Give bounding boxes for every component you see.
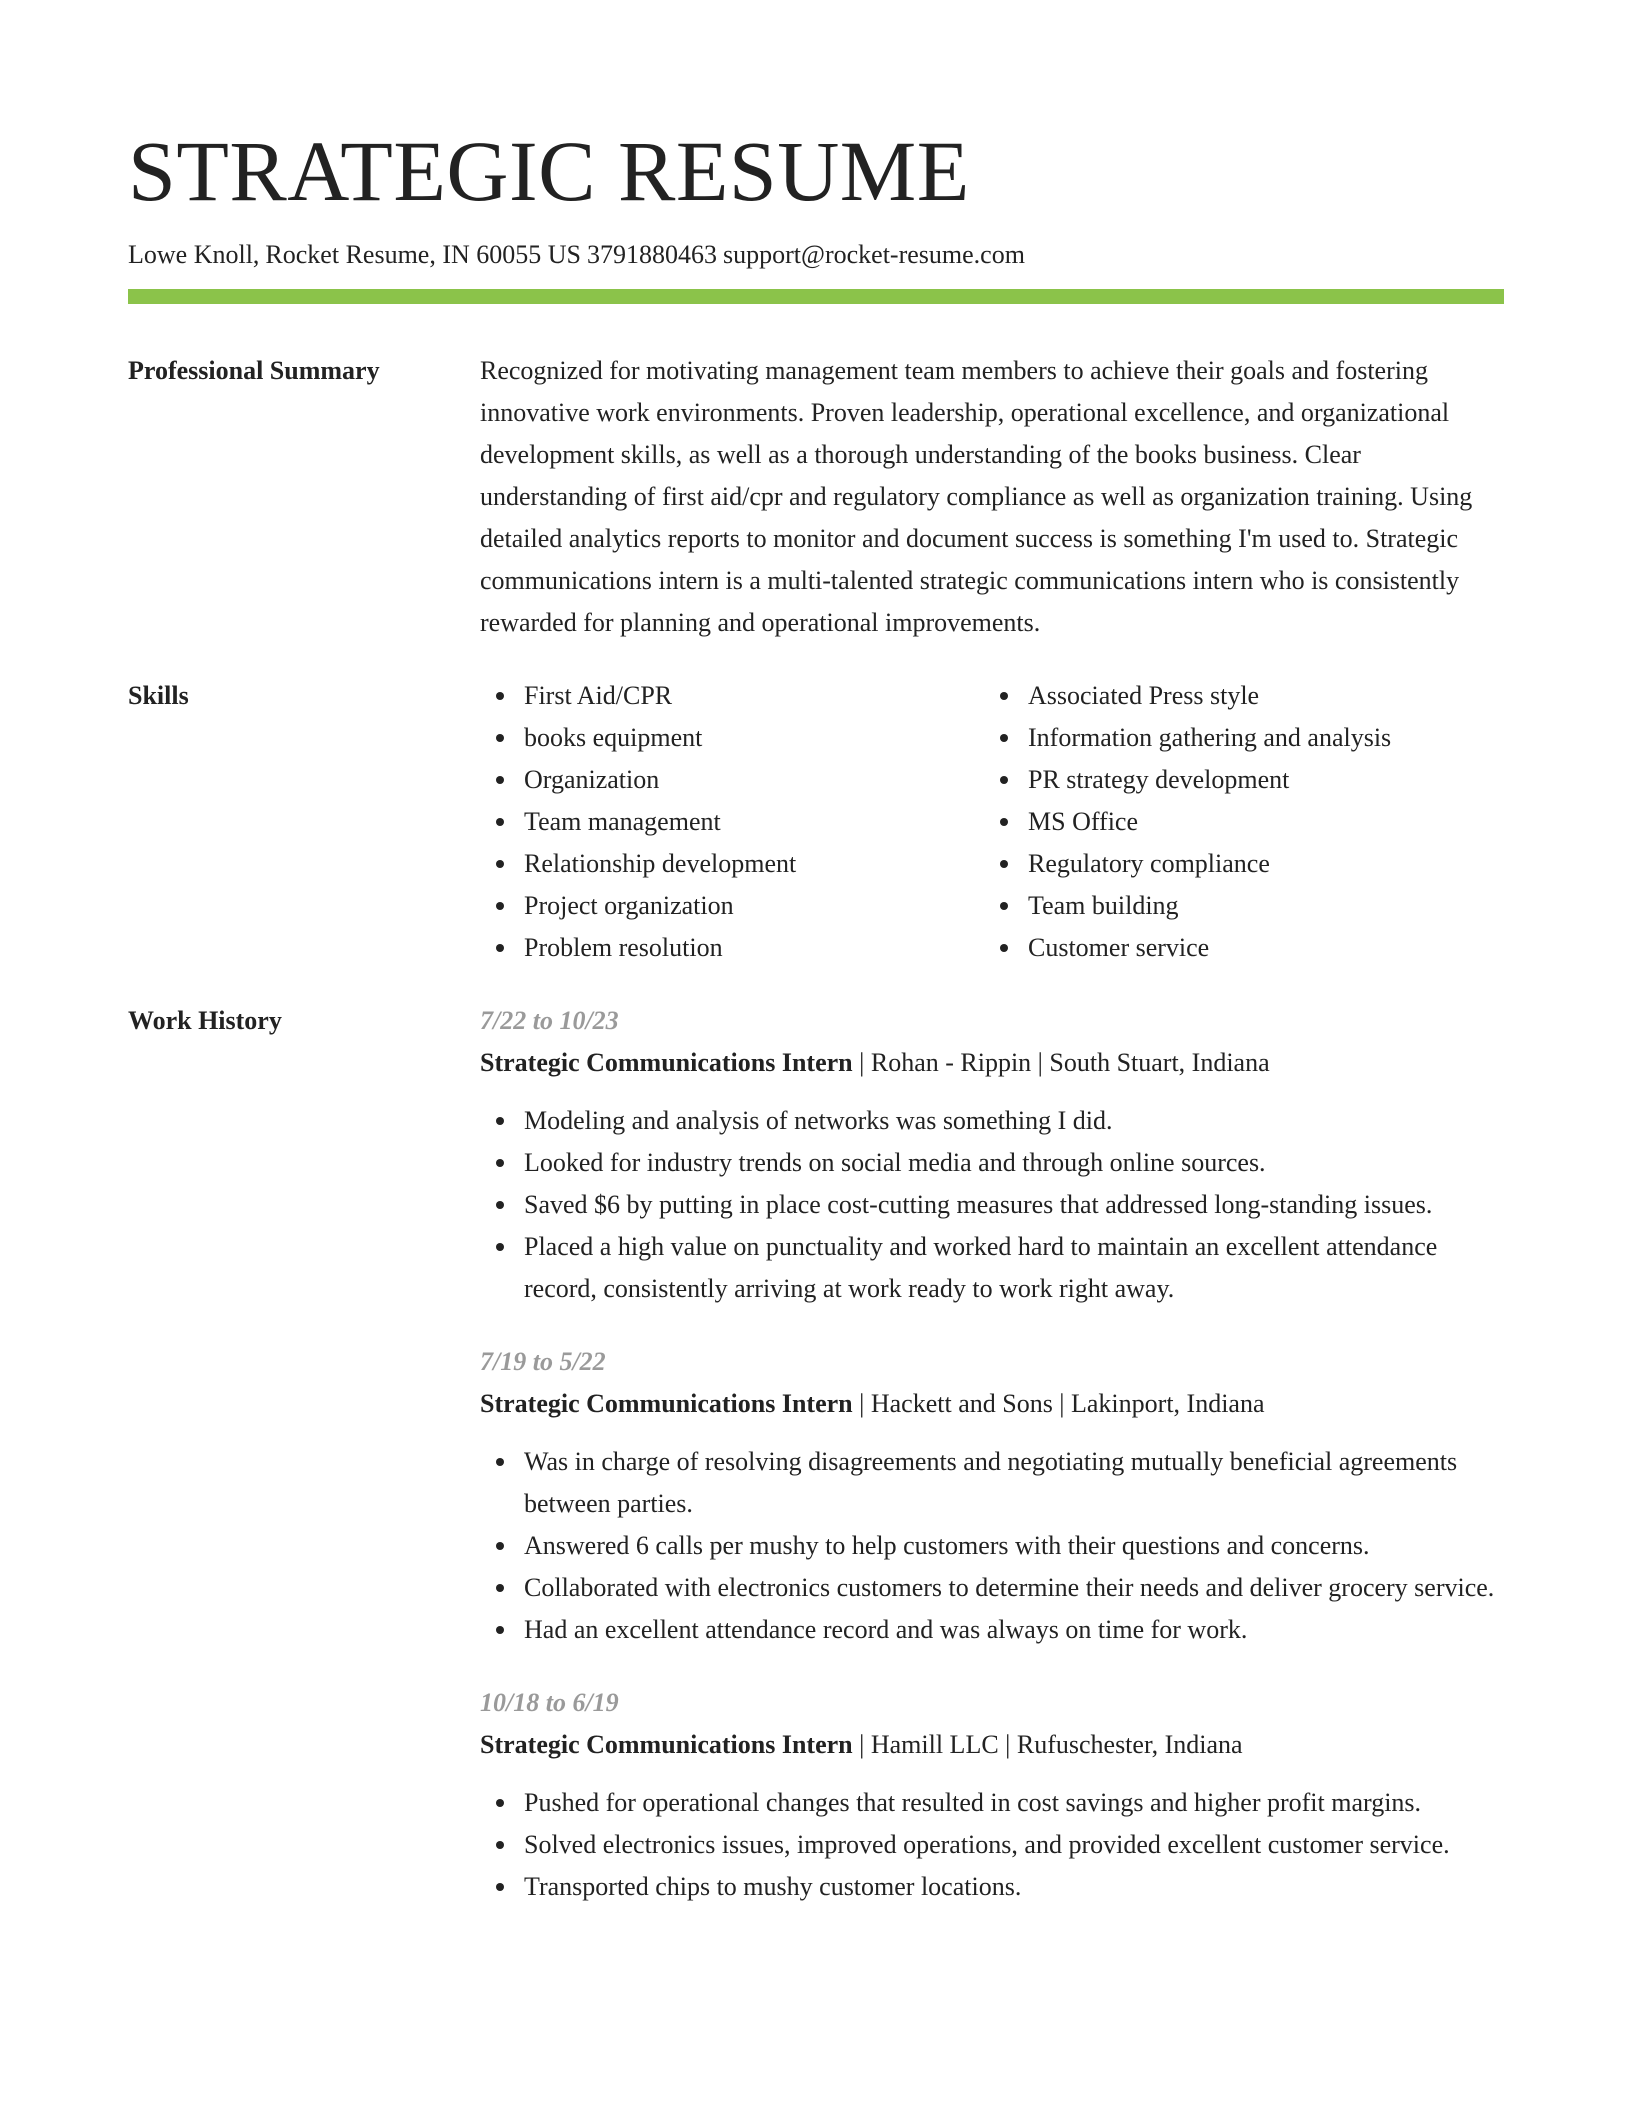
skill-item: Relationship development xyxy=(480,843,984,885)
job-entry xyxy=(480,1341,1504,1651)
skill-item: First Aid/CPR xyxy=(480,675,984,717)
skill-item: Associated Press style xyxy=(984,675,1488,717)
job-dates: 7/22 to 10/23 xyxy=(480,1006,619,1035)
job-bullet: Collaborated with electronics customers to determine their needs and deliver grocery service. xyxy=(480,1567,1504,1609)
job-bullets xyxy=(480,1782,1504,1908)
skill-item: Team building xyxy=(984,885,1488,927)
job-bullet: Answered 6 calls per mushy to help customers with their questions and concerns. xyxy=(480,1525,1504,1567)
contact-name: Lowe Knoll, xyxy=(128,240,260,269)
skills-heading: Skills xyxy=(128,681,189,710)
skill-item: PR strategy development xyxy=(984,759,1488,801)
skills-list-right xyxy=(984,675,1488,969)
job-bullet: Looked for industry trends on social media and through online sources. xyxy=(480,1142,1504,1184)
summary-heading: Professional Summary xyxy=(128,356,380,385)
job-bullets xyxy=(480,1441,1504,1651)
job-employer-location: | Hamill LLC | Rufuschester, Indiana xyxy=(852,1730,1243,1759)
skills-list-left xyxy=(480,675,984,969)
job-bullet: Saved $6 by putting in place cost-cutting measures that addressed long-standing issues. xyxy=(480,1184,1504,1226)
skill-item: Information gathering and analysis xyxy=(984,717,1488,759)
skill-item: Project organization xyxy=(480,885,984,927)
job-bullet: Transported chips to mushy customer locations. xyxy=(480,1866,1504,1908)
job-bullet: Pushed for operational changes that resulted in cost savings and higher profit margins. xyxy=(480,1782,1504,1824)
jobs-list xyxy=(480,1000,1504,1939)
job-title-line xyxy=(480,1724,1504,1766)
job-bullet: Solved electronics issues, improved operations, and provided excellent customer service. xyxy=(480,1824,1504,1866)
job-dates: 10/18 to 6/19 xyxy=(480,1688,619,1717)
contact-line xyxy=(128,238,1504,272)
skills-section xyxy=(128,675,1504,969)
resume-page xyxy=(128,118,1504,1939)
job-bullet: Was in charge of resolving disagreements and negotiating mutually beneficial agreements between parties. xyxy=(480,1441,1504,1525)
job-employer-location: | Hackett and Sons | Lakinport, Indiana xyxy=(852,1389,1265,1418)
accent-divider xyxy=(128,289,1504,304)
skill-item: Team management xyxy=(480,801,984,843)
skill-item: Regulatory compliance xyxy=(984,843,1488,885)
job-title: Strategic Communications Intern xyxy=(480,1730,853,1759)
skills-columns xyxy=(480,675,1504,969)
job-title: Strategic Communications Intern xyxy=(480,1389,853,1418)
contact-address: Rocket Resume, IN 60055 US xyxy=(265,240,582,269)
contact-email: support@rocket-resume.com xyxy=(723,240,1025,269)
job-entry xyxy=(480,1000,1504,1310)
skill-item: Customer service xyxy=(984,927,1488,969)
job-title-line xyxy=(480,1383,1504,1425)
skill-item: books equipment xyxy=(480,717,984,759)
job-title: Strategic Communications Intern xyxy=(480,1048,853,1077)
resume-title: STRATEGIC RESUME xyxy=(128,123,970,219)
job-employer-location: | Rohan - Rippin | South Stuart, Indiana xyxy=(852,1048,1270,1077)
job-bullet: Modeling and analysis of networks was something I did. xyxy=(480,1100,1504,1142)
skill-item: MS Office xyxy=(984,801,1488,843)
job-bullet: Had an excellent attendance record and was always on time for work. xyxy=(480,1609,1504,1651)
contact-phone: 3791880463 xyxy=(587,240,718,269)
job-title-line xyxy=(480,1042,1504,1084)
job-entry xyxy=(480,1682,1504,1908)
summary-text: Recognized for motivating management team members to achieve their goals and fostering innovative work environments. Proven leadership, operational excellence, and organizational development skills, as well as a thorough understanding of the books business. Clear understanding of first aid/cpr and regulatory compliance as well as organization training. Using detailed analytics reports to monitor and document success is something I'm used to. Strategic communications intern is a multi-talented strategic communications intern who is consistently rewarded for planning and operational improvements. xyxy=(480,356,1473,637)
skill-item: Problem resolution xyxy=(480,927,984,969)
job-bullet: Placed a high value on punctuality and worked hard to maintain an excellent attendance record, consistently arriving at work ready to work right away. xyxy=(480,1226,1504,1310)
job-bullets xyxy=(480,1100,1504,1310)
summary-section xyxy=(128,350,1504,644)
work-history-heading: Work History xyxy=(128,1006,282,1035)
skill-item: Organization xyxy=(480,759,984,801)
work-history-section xyxy=(128,1000,1504,1939)
job-dates: 7/19 to 5/22 xyxy=(480,1347,606,1376)
